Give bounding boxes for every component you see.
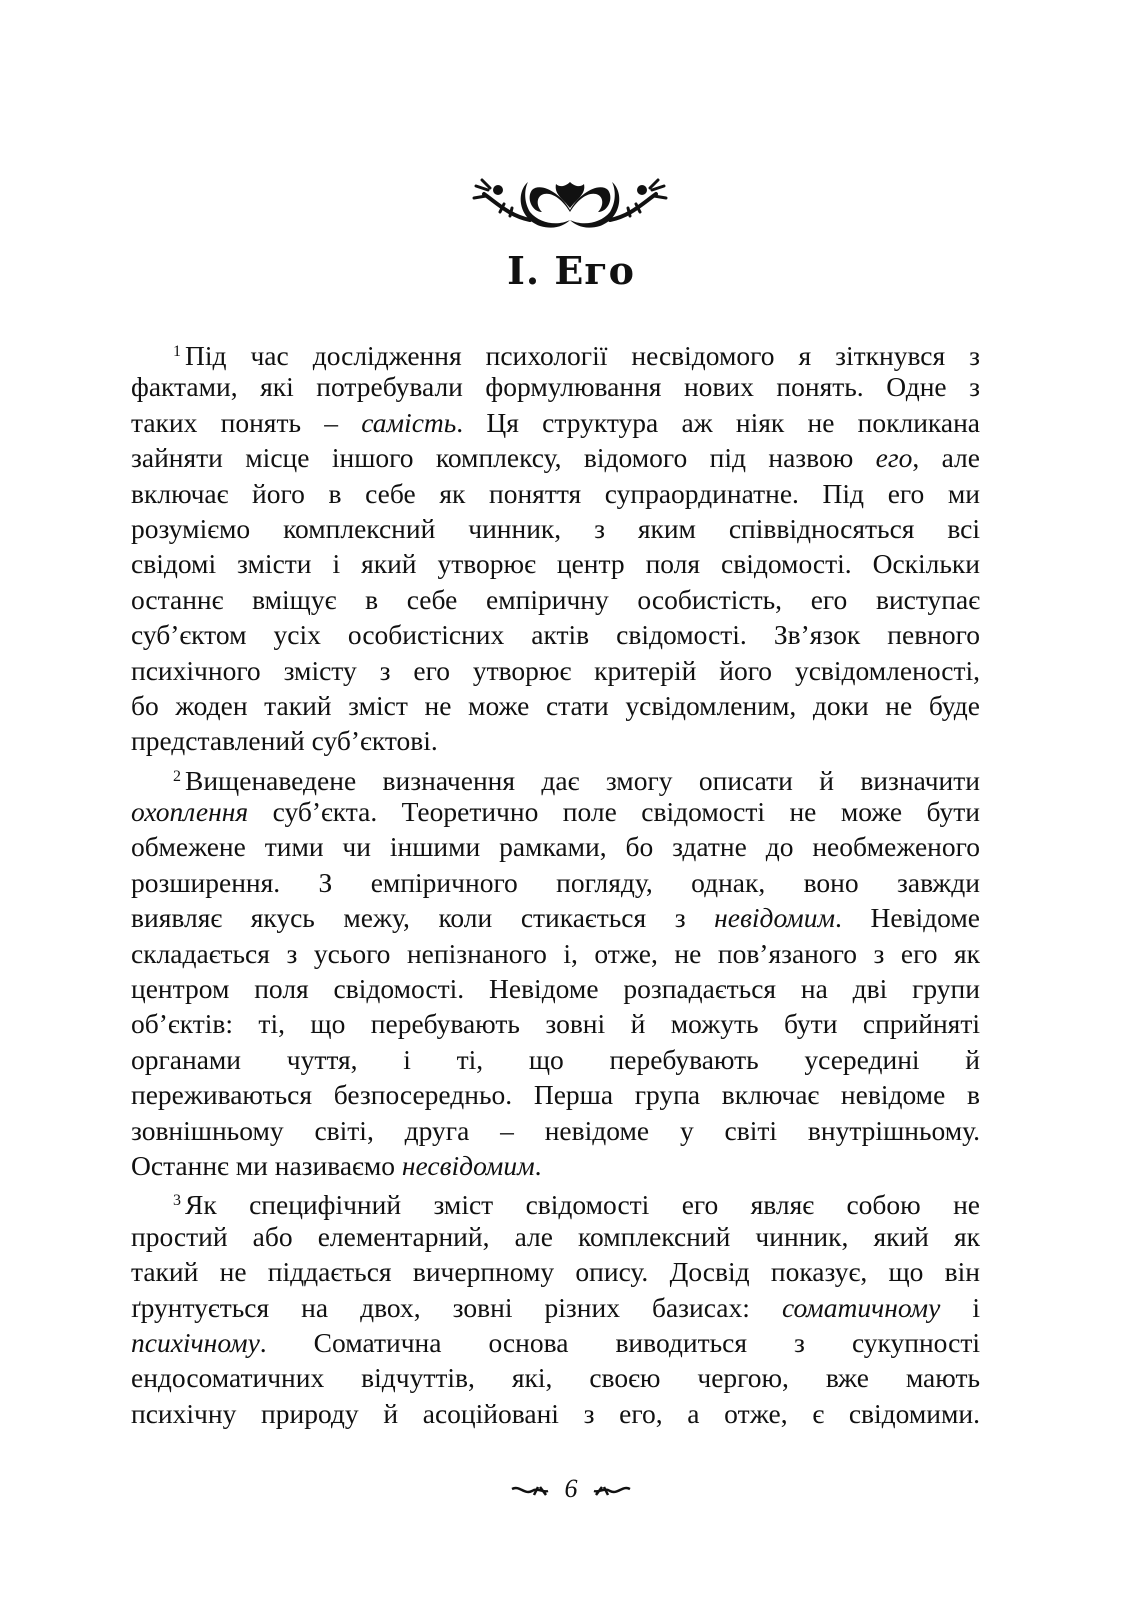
text-segment: психічну природу й асоційовані з его, а отже, є свідомими.	[131, 1397, 980, 1429]
text-line	[131, 369, 980, 404]
text-segment: включає його в себе як поняття супраординатне. Під его ми	[131, 477, 980, 509]
text-line	[131, 688, 980, 723]
text-line	[131, 936, 980, 971]
text-segment: суб’єкта. Теоретично поле свідомості не може бути	[248, 796, 980, 828]
paragraph-1	[131, 334, 980, 759]
text-line	[131, 1360, 980, 1395]
text-segment: ендосоматичних відчуттів, які, своєю чергою, вже мають	[131, 1362, 980, 1394]
text-segment: свідомі змісти і який утворює центр поля свідомості. Оскільки	[131, 548, 980, 580]
text-line	[131, 1396, 980, 1431]
page-footer	[0, 1474, 1142, 1504]
page-number: 6	[564, 1474, 578, 1503]
text-segment: . Невідоме	[835, 902, 980, 934]
text-segment: Вищенаведене визначення дає змогу описати й визначити	[185, 764, 980, 796]
text-line	[131, 1148, 980, 1183]
text-segment: розширення. З емпіричного погляду, однак, воно завжди	[131, 866, 980, 898]
decorative-ornament-icon	[470, 168, 670, 240]
text-line	[131, 971, 980, 1006]
text-line	[131, 546, 980, 581]
text-segment: фактами, які потребували формулювання нових понять. Одне з	[131, 371, 980, 403]
text-line	[131, 440, 980, 475]
text-segment: органами чуття, і ті, що перебувають усередині й	[131, 1043, 980, 1075]
italic-term: охоплення	[131, 796, 249, 828]
text-line	[131, 1042, 980, 1077]
text-segment: . Соматична основа виводиться з сукупності	[259, 1326, 980, 1358]
italic-term: несвідомим	[401, 1149, 535, 1181]
text-segment: психічного змісту з его утворює критерій його усвідомленості,	[131, 654, 980, 686]
text-segment: розуміємо комплексний чинник, з яким співвідносяться всі	[131, 512, 980, 544]
text-line	[131, 1219, 980, 1254]
text-segment: переживаються безпосередньо. Перша група включає невідоме в	[131, 1079, 980, 1111]
text-segment: обмежене тими чи іншими рамками, бо здатне до необмеженого	[131, 831, 980, 863]
text-line	[131, 511, 980, 546]
text-line	[131, 865, 980, 900]
paragraph-number: 3	[173, 1192, 181, 1210]
text-segment: таких понять –	[131, 406, 362, 438]
text-line	[131, 1006, 980, 1041]
text-segment: Останнє ми називаємо	[131, 1149, 402, 1181]
text-line	[131, 723, 980, 758]
paragraph-number: 2	[173, 767, 181, 785]
paragraph-2	[131, 759, 980, 1184]
text-line	[131, 1254, 980, 1289]
text-line	[131, 582, 980, 617]
italic-term: самість	[361, 406, 457, 438]
text-segment: такий не піддається вичерпному опису. Досвід показує, що він	[131, 1256, 980, 1288]
text-segment: і	[940, 1291, 980, 1323]
text-line	[131, 334, 980, 369]
footer-left-ornament-icon	[510, 1483, 550, 1499]
text-line	[131, 1183, 980, 1221]
text-segment: . Ця структура аж ніяк не покликана	[456, 406, 981, 438]
text-line	[131, 900, 980, 935]
chapter-title: I. Его	[507, 248, 635, 293]
text-segment: останнє вміщує в себе емпіричну особистість, его виступає	[131, 583, 980, 615]
text-segment: ґрунтується на двох, зовні різних базисах:	[131, 1291, 782, 1323]
text-line	[131, 829, 980, 864]
text-segment: центром поля свідомості. Невідоме розпадається на дві групи	[131, 973, 980, 1005]
text-line	[131, 794, 980, 829]
text-segment: виявляє якусь межу, коли стикається з	[131, 902, 715, 934]
text-segment: зовнішньому світі, друга – невідоме у світі внутрішньому.	[131, 1114, 980, 1146]
text-segment: простий або елементарний, але комплексний чинник, який як	[131, 1220, 980, 1252]
text-line	[131, 1077, 980, 1112]
paragraph-number: 1	[173, 343, 181, 360]
text-segment: суб’єктом усіх особистісних актів свідомості. Зв’язок певного	[131, 619, 980, 651]
text-line	[131, 653, 980, 688]
text-segment: , але	[912, 442, 980, 474]
text-segment: представлений суб’єктові.	[131, 725, 438, 757]
text-segment: .	[534, 1149, 542, 1181]
text-line	[131, 476, 980, 511]
text-segment: зайняти місце іншого комплексу, відомого під назвою	[131, 442, 876, 474]
italic-term: психічному	[131, 1326, 260, 1358]
text-line	[131, 1113, 980, 1148]
text-segment: об’єктів: ті, що перебувають зовні й можуть бути сприйняті	[131, 1008, 980, 1040]
italic-term: соматичному	[781, 1291, 941, 1323]
body-text	[131, 334, 980, 1431]
text-line	[131, 759, 980, 794]
italic-term: невідомим	[714, 902, 836, 934]
text-segment: бо жоден такий зміст не може стати усвідомленим, доки не буде	[131, 689, 980, 721]
text-segment: Як специфічний зміст свідомості его являє собою не	[185, 1189, 980, 1221]
text-segment: Під час дослідження психології несвідомого я зіткнувся з	[185, 340, 980, 371]
paragraph-3	[131, 1183, 980, 1431]
text-line	[131, 1290, 980, 1325]
italic-term: его	[875, 442, 913, 474]
footer-right-ornament-icon	[592, 1483, 632, 1499]
text-line	[131, 405, 980, 440]
text-line	[131, 617, 980, 652]
text-line	[131, 1325, 980, 1360]
text-segment: складається з усього непізнаного і, отже, не пов’язаного з его як	[131, 937, 980, 969]
